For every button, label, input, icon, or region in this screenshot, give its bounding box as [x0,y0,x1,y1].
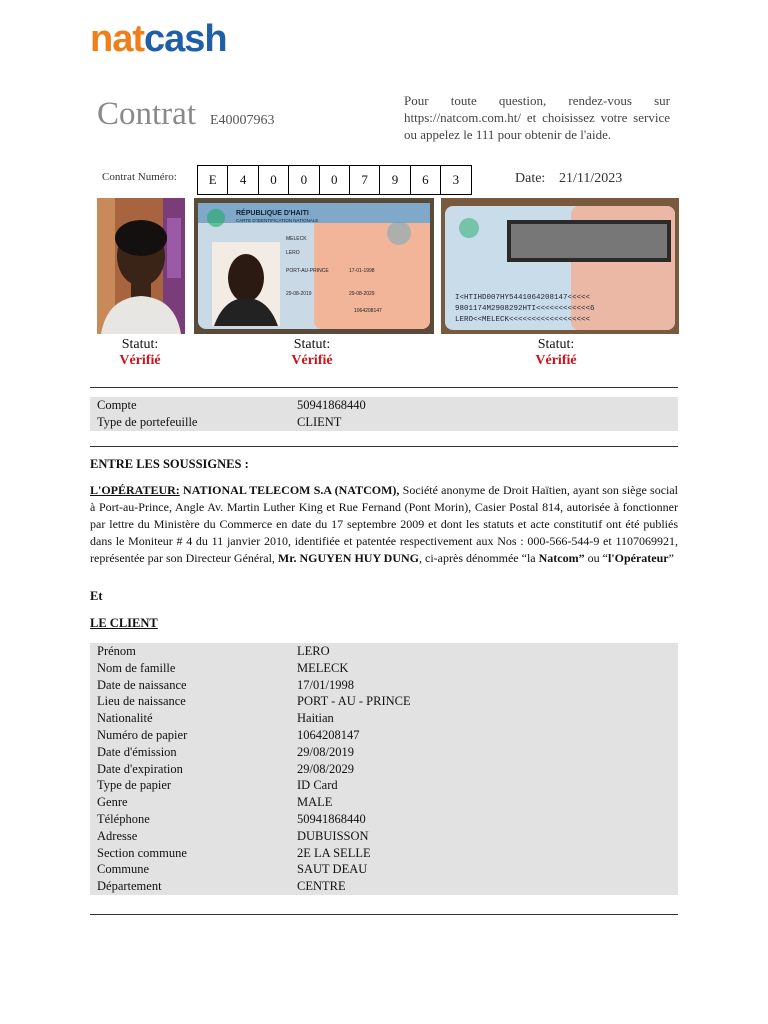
contract-number-boxes [197,165,472,195]
after-director-text: , ci-après dénommée “la [419,551,536,565]
row-value: PORT - AU - PRINCE [297,694,411,709]
table-row [90,794,678,811]
digit-box: 6 [411,166,441,194]
table-row [90,397,678,414]
row-key: Nationalité [97,711,153,726]
table-row [90,777,678,794]
row-value: DUBUISSON [297,828,369,843]
operator-name: NATIONAL TELECOM S.A (NATCOM), [183,483,400,497]
row-value: SAUT DEAU [297,862,368,877]
id-front-given: LERO [286,250,300,256]
id-front-birthplace: PORT-AU-PRINCE [286,268,329,274]
row-key: Prénom [97,644,136,658]
row-value: CLIENT [297,414,342,429]
id-front-expiry: 29-08-2029 [349,291,375,297]
contract-number-label: Contrat Numéro: [102,171,177,183]
row-value: 29/08/2019 [297,744,354,759]
row-key: Numéro de papier [97,727,188,742]
status-label: Statut: [537,337,575,352]
table-row [90,677,678,694]
status-value: Vérifié [291,353,333,368]
id-front-surname: MELECK [286,236,307,242]
date-value: 21/11/2023 [559,171,623,186]
status-id-back [506,337,606,369]
row-key: Date de naissance [97,677,187,692]
or-text: ou “ [584,551,608,565]
row-value: ID Card [297,778,338,793]
row-value: CENTRE [297,879,346,894]
digit-box: E [198,166,228,194]
date-label: Date: [515,171,546,186]
table-row [90,845,678,862]
id-front-country: RÉPUBLIQUE D'HAITI [236,210,309,217]
digit-box: 4 [228,166,258,194]
status-id-front [262,337,362,369]
row-value: MALE [297,795,333,810]
logo-text-nat: nat [90,18,144,60]
row-key: Commune [97,862,150,877]
client-table [90,643,678,895]
section-heading-parties: ENTRE LES SOUSSIGNES : [90,457,249,471]
status-value: Vérifié [535,353,577,368]
table-row [90,710,678,727]
natcom-quote: Natcom” [538,551,585,565]
status-label: Statut: [293,337,331,352]
digit-box: 7 [350,166,380,194]
row-value: 2E LA SELLE [297,845,371,860]
account-table [90,397,678,431]
digit-box: 0 [259,166,289,194]
close-quote: ” [668,551,674,565]
help-text: Pour toute question, rendez-vous sur https://natcom.com.ht/ et choisissez votre service ou appelez le 111 pour obtenir de l'aide. [404,93,670,142]
row-value: MELECK [297,660,349,675]
id-front-issue: 29-08-2019 [286,291,312,297]
divider [90,914,678,915]
divider [90,446,678,447]
status-value: Vérifié [119,353,161,368]
divider [90,387,678,388]
operateur-quote: l'Opérateur [607,551,669,565]
table-row [90,660,678,677]
row-key: Lieu de naissance [97,694,186,709]
operator-paragraph [90,482,678,567]
digit-box: 0 [289,166,319,194]
operator-text: Société anonyme de Droit Haïtien, ayant son siège social à Port-au-Prince, Angle Av. Martin Luther King et Rue Fernand (Pont Morin), Casier Postal 814, autorisée à fonctionner par lettre du Ministère du Commerce en date du 17 septembre 2009 et dont les statuts et acte constitutif ont été publiés dans le Moniteur # 4 du 11 janvier 2010, identifiée et patentée respectivement aux Nos : 000-566-544-9 et 1107069921, représentée par son Directeur Général, [90,483,679,565]
id-front-nin: 1064208147 [354,308,382,314]
row-value: 50941868440 [297,398,366,412]
row-value: LERO [297,644,330,658]
row-value: 29/08/2029 [297,761,354,776]
row-value: 50941868440 [297,811,366,826]
row-key: Nom de famille [97,660,176,675]
row-key: Type de papier [97,778,172,793]
id-front-title: CARTE D'IDENTIFICATION NATIONALE [236,218,319,223]
table-row [90,693,678,710]
section-heading-client: LE CLIENT [90,616,158,630]
id-back-mrz1: I<HTIHD007HY5441064208147<<<<< [455,294,591,302]
table-row [90,878,678,895]
digit-box: 3 [452,172,460,187]
row-key: Date d'émission [97,744,177,759]
row-key: Téléphone [97,811,150,826]
digit-box: 0 [320,166,350,194]
contract-id: E40007963 [210,113,275,128]
id-back-mrz3: LERO<<MELECK<<<<<<<<<<<<<<<<<< [455,316,591,324]
page-title: Contrat [97,96,196,132]
row-key: Type de portefeuille [97,414,198,429]
id-card-front-photo [194,198,434,334]
status-label: Statut: [121,337,159,352]
natcash-logo [90,18,227,61]
id-card-back-photo [441,198,679,334]
status-selfie [90,337,190,369]
table-row [90,761,678,778]
table-row [90,727,678,744]
table-row [90,861,678,878]
row-value: Haitian [297,711,334,726]
row-key: Section commune [97,845,187,860]
table-row [90,414,678,431]
row-key: Compte [97,398,137,412]
row-key: Département [97,879,162,894]
operator-label: L'OPÉRATEUR: [90,483,180,497]
table-row [90,828,678,845]
selfie-photo [97,198,185,334]
row-value: 17/01/1998 [297,677,354,692]
digit-box: 9 [380,166,410,194]
table-row [90,744,678,761]
table-row [90,811,678,828]
director-name: Mr. NGUYEN HUY DUNG [277,551,420,565]
row-key: Genre [97,795,128,810]
and-text: Et [90,589,103,603]
row-key: Adresse [97,828,138,843]
row-key: Date d'expiration [97,761,183,776]
logo-text-cash: cash [144,18,227,60]
id-front-birthdate: 17-01-1998 [349,268,375,274]
id-back-mrz2: 9801174M2908292HTI<<<<<<<<<<<<6 [455,305,595,313]
table-row [90,643,678,660]
row-value: 1064208147 [297,727,360,742]
